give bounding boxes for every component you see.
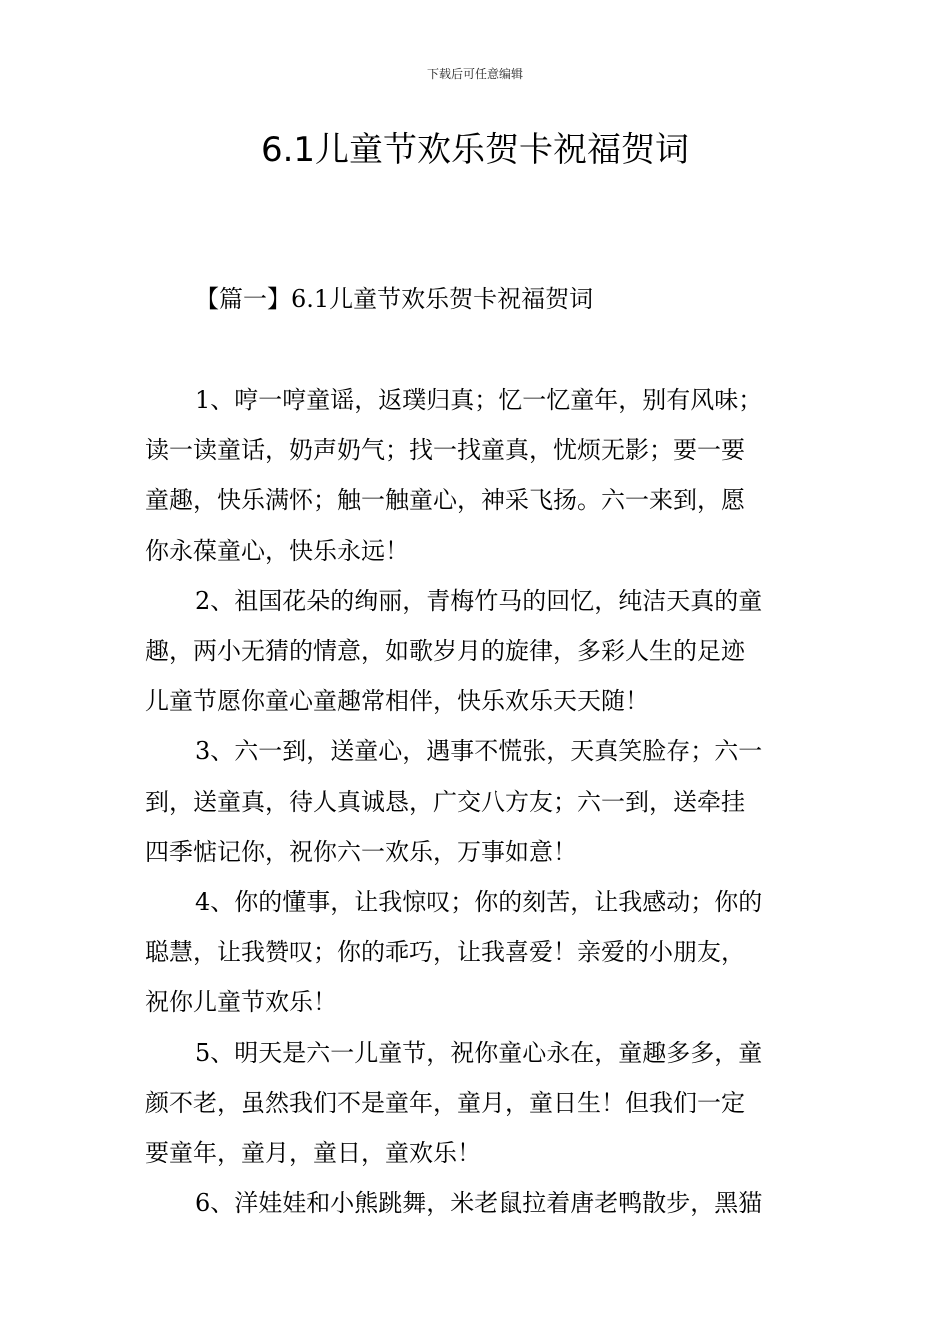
document-body xyxy=(145,375,805,1228)
paragraph-line: 4、你的懂事，让我惊叹；你的刻苦，让我感动；你的 xyxy=(195,888,763,917)
paragraph-3 xyxy=(145,726,805,877)
paragraph-line: 6、洋娃娃和小熊跳舞，米老鼠拉着唐老鸭散步，黑猫 xyxy=(195,1189,763,1218)
paragraph-line: 颜不老，虽然我们不是童年，童月，童日生！但我们一定 xyxy=(145,1088,745,1117)
paragraph-line: 读一读童话，奶声奶气；找一找童真，忧烦无影；要一要 xyxy=(145,436,745,465)
paragraph-line: 聪慧，让我赞叹；你的乖巧，让我喜爱！亲爱的小朋友， xyxy=(145,938,745,967)
section-heading: 【篇一】6.1儿童节欢乐贺卡祝福贺词 xyxy=(195,285,594,313)
paragraph-line: 祝你儿童节欢乐！ xyxy=(145,988,337,1017)
paragraph-6 xyxy=(145,1178,805,1228)
paragraph-line: 3、六一到，送童心，遇事不慌张，天真笑脸存；六一 xyxy=(195,737,763,766)
paragraph-line: 要童年，童月，童日，童欢乐！ xyxy=(145,1139,481,1168)
document-title: 6.1儿童节欢乐贺卡祝福贺词 xyxy=(260,130,690,170)
paragraph-2 xyxy=(145,576,805,727)
paragraph-5 xyxy=(145,1028,805,1179)
paragraph-line: 四季惦记你，祝你六一欢乐，万事如意！ xyxy=(145,837,577,866)
paragraph-line: 2、祖国花朵的绚丽，青梅竹马的回忆，纯洁天真的童 xyxy=(195,586,763,615)
paragraph-1 xyxy=(145,375,805,576)
header-note: 下载后可任意编辑 xyxy=(426,67,523,81)
paragraph-line: 你永葆童心，快乐永远！ xyxy=(145,536,409,565)
paragraph-line: 儿童节愿你童心童趣常相伴，快乐欢乐天天随！ xyxy=(145,687,649,716)
paragraph-line: 趣，两小无猜的情意，如歌岁月的旋律，多彩人生的足迹 xyxy=(145,637,745,666)
paragraph-4 xyxy=(145,877,805,1028)
paragraph-line: 5、明天是六一儿童节，祝你童心永在，童趣多多，童 xyxy=(195,1038,763,1067)
paragraph-line: 到，送童真，待人真诚恳，广交八方友；六一到，送牵挂 xyxy=(145,787,745,816)
paragraph-line: 1、哼一哼童谣，返璞归真；忆一忆童年，别有风味； xyxy=(195,386,763,414)
paragraph-line: 童趣，快乐满怀；触一触童心，神采飞扬。六一来到，愿 xyxy=(145,486,745,515)
